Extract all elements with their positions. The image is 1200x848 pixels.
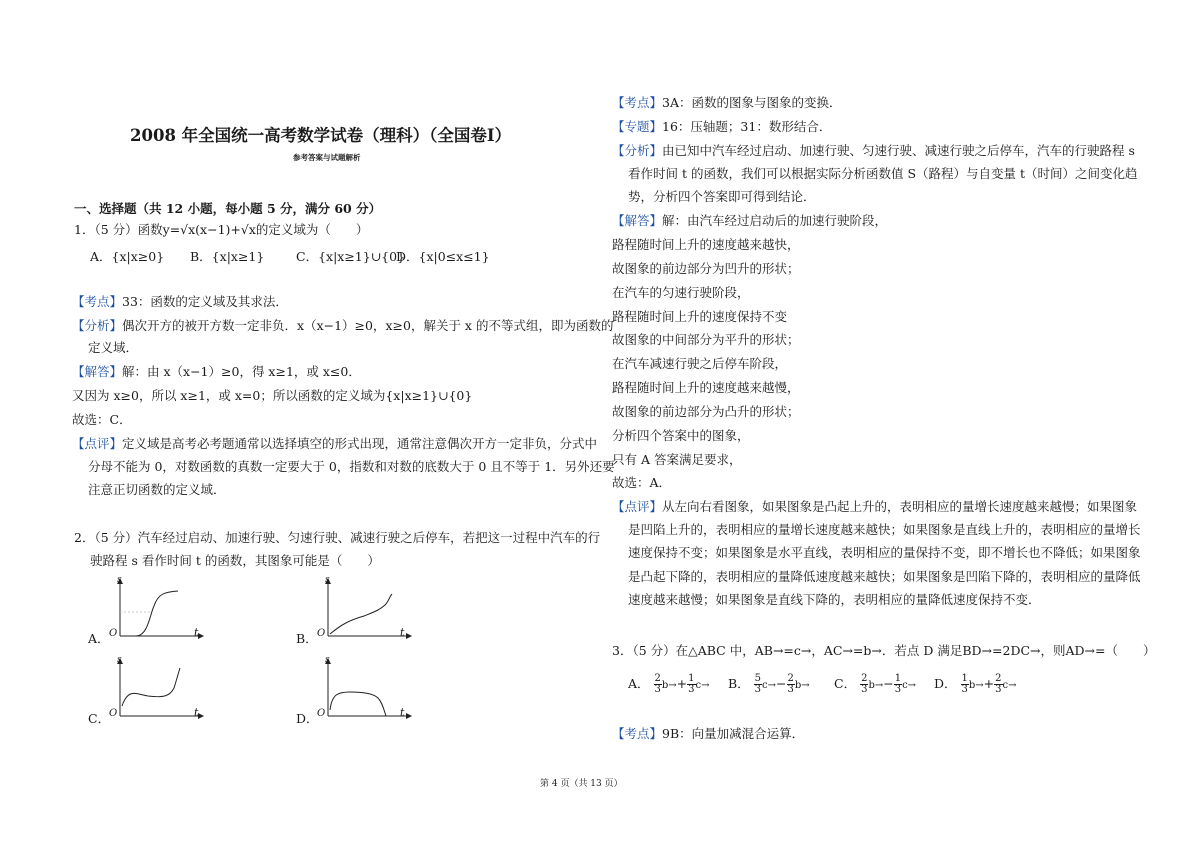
q2-dianping-text-1: 从左向右看图象，如果图象是凸起上升的，表明相应的量增长速度越来越慢；如果图象: [662, 499, 1138, 514]
q3-option-d-frac-1: $\frac{1}{3}$: [961, 673, 968, 695]
q2-graph-b-s: s: [325, 575, 330, 585]
q2-graph-b-t: t: [400, 626, 405, 639]
q3-option-d-frac-2: $\frac{2}{3}$: [995, 673, 1002, 695]
q1-jieda-line-2: 又因为 x≥0，所以 x≥1，或 x=0；所以函数的定义域为{x|x≥1}∪{0}: [72, 388, 473, 403]
q2-fenxi-text-1: 由已知中汽车经过启动、加速行驶、匀速行驶、减速行驶之后停车，汽车的行驶路程 s: [662, 143, 1135, 158]
q2-jieda-line-10: 分析四个答案中的图象，: [612, 428, 750, 443]
q2-graph-a-o: O: [109, 628, 118, 639]
q2-dianping-line-3: 速度保持不变；如果图象是水平直线，表明相应的量保持不变，即不增长也不降低；如果图象: [628, 545, 1141, 560]
q2-graph-b-label: B．: [296, 631, 318, 646]
q2-kaodian-tag: 【考点】: [612, 95, 663, 110]
section-heading: 一、选择题（共 12 小题，每小题 5 分，满分 60 分）: [74, 201, 382, 216]
q3-kaodian: [612, 726, 804, 742]
q2-dianping-tag: 【点评】: [612, 499, 663, 514]
q2-dianping-line-2: 是凹陷上升的，表明相应的量增长速度越来越快；如果图象是直线上升的，表明相应的量增长: [628, 522, 1141, 537]
q2-jieda-line-3: 故图象的前边部分为凹升的形状；: [612, 261, 800, 276]
q2-graph-d-o: O: [317, 708, 326, 719]
q2-zhuanti: [612, 119, 831, 135]
q1-kaodian: [72, 294, 288, 310]
q2-dianping-line-5: 速度越来越慢；如果图象是直线下降的，表明相应的量降低速度保持不变．: [628, 592, 1041, 607]
q3-option-b-label: B．: [728, 676, 750, 691]
q1-jieda-line-3: 故选：C．: [72, 412, 132, 427]
q2-graph-a-t: t: [194, 626, 199, 639]
q2-jieda-tag: 【解答】: [612, 213, 663, 228]
q1-kaodian-tag: 【考点】: [72, 294, 123, 309]
page-footer: 第 4 页（共 13 页）: [540, 779, 623, 789]
q2-stem-line-2: 驶路程 s 看作时间 t 的函数，其图象可能是（ ）: [90, 553, 380, 568]
q1-option-b: B．{x|x≥1}: [190, 249, 265, 264]
q2-graph-c-t: t: [194, 706, 199, 719]
q1-dianping-line-2: 分母不能为 0，对数函数的真数一定要大于 0，指数和对数的底数大于 0 且不等于 1．另外还要: [88, 459, 615, 474]
q2-jieda-line-2: 路程随时间上升的速度越来越快，: [612, 237, 800, 252]
q2-kaodian: [612, 95, 842, 111]
page-title: 2008 年全国统一高考数学试卷（理科）（全国卷Ⅰ）: [130, 126, 512, 145]
q2-dianping-line-4: 是凸起下降的，表明相应的量降低速度越来越快；如果图象是凹陷下降的，表明相应的量降低: [628, 569, 1141, 584]
q2-dianping: [612, 499, 1137, 515]
q1-jieda: [72, 364, 361, 380]
q2-jieda-line-6: 故图象的中间部分为平升的形状；: [612, 332, 800, 347]
q3-option-a-frac-2: $\frac{1}{3}$: [688, 673, 695, 695]
q1-dianping-line-3: 注意正切函数的定义域．: [88, 482, 226, 497]
q3-option-a-label: A．: [628, 676, 650, 691]
q2-graph-a-s: s: [117, 575, 122, 585]
q2-graph-d-t: t: [400, 706, 405, 719]
q2-graph-c-label: C．: [88, 711, 111, 726]
q2-graph-d-s: s: [325, 655, 330, 665]
q2-graph-c-o: O: [109, 708, 118, 719]
q3-option-b-frac-1: $\frac{5}{3}$: [754, 673, 762, 695]
q2-jieda-text-1: 解：由汽车经过启动后的加速行驶阶段，: [662, 213, 888, 228]
q2-fenxi-line-3: 势，分析四个答案即可得到结论．: [628, 189, 816, 204]
q3-kaodian-tag: 【考点】: [612, 726, 663, 741]
q1-option-a: A．{x|x≥0}: [90, 249, 165, 264]
q2-zhuanti-tag: 【专题】: [612, 119, 663, 134]
q3-option-d: D． $\frac{1}{3}$ b→+ $\frac{2}{3}$ c→: [934, 673, 1017, 695]
q2-graph-c: [108, 654, 208, 726]
q2-stem-line-1: 2．（5 分）汽车经过启动、加速行驶、匀速行驶、减速行驶之后停车，若把这一过程中汽车的行: [74, 530, 601, 545]
q1-jieda-text-1: 解：由 x（x−1）≥0，得 x≥1，或 x≤0．: [122, 364, 361, 379]
q2-graph-b-o: O: [317, 628, 326, 639]
q2-kaodian-text: 3A：函数的图象与图象的变换．: [662, 95, 842, 110]
q3-option-b: B． $\frac{5}{3}$ c→− $\frac{2}{3}$ b→: [728, 673, 810, 695]
q1-fenxi: [72, 318, 613, 334]
q1-dianping-text-1: 定义域是高考必考题通常以选择填空的形式出现，通常注意偶次开方一定非负，分式中: [122, 436, 598, 451]
q2-fenxi-tag: 【分析】: [612, 143, 663, 158]
q2-graph-a: [108, 574, 208, 646]
q1-option-c: C．{x|x≥1}∪{0}: [296, 249, 406, 264]
q1-fenxi-tag: 【分析】: [72, 318, 123, 333]
q1-stem: 1．（5 分）函数y=√x(x−1)+√x的定义域为（ ）: [74, 222, 369, 237]
q2-jieda-line-8: 路程随时间上升的速度越来越慢，: [612, 380, 800, 395]
q2-zhuanti-text: 16：压轴题；31：数形结合．: [662, 119, 832, 134]
q2-jieda-line-11: 只有 A 答案满足要求，: [612, 452, 742, 467]
q2-graph-d-label: D．: [296, 711, 319, 726]
q3-option-d-label: D．: [934, 676, 957, 691]
q2-jieda-line-7: 在汽车减速行驶之后停车阶段，: [612, 356, 788, 371]
q2-jieda-line-5: 路程随时间上升的速度保持不变: [612, 309, 788, 324]
page-subtitle: 参考答案与试题解析: [293, 153, 361, 162]
q3-stem: 3．（5 分）在△ABC 中，AB→=c→，AC→=b→．若点 D 满足BD→=2DC→，则AD→=（ ）: [612, 643, 1156, 658]
q1-jieda-tag: 【解答】: [72, 364, 123, 379]
q1-fenxi-text-1: 偶次开方的被开方数一定非负．x（x−1）≥0，x≥0，解关于 x 的不等式组，即为函数的: [122, 318, 614, 333]
q3-option-c: C． $\frac{2}{3}$ b→− $\frac{1}{3}$ c→: [834, 673, 917, 695]
q3-option-c-frac-1: $\frac{2}{3}$: [861, 673, 868, 695]
q1-dianping-tag: 【点评】: [72, 436, 123, 451]
q3-option-c-frac-2: $\frac{1}{3}$: [894, 673, 902, 695]
q2-jieda-line-9: 故图象的前边部分为凸升的形状；: [612, 404, 800, 419]
q2-fenxi-line-2: 看作时间 t 的函数，我们可以根据实际分析函数值 S（路程）与自变量 t（时间）之间变化趋: [628, 166, 1138, 181]
q1-kaodian-text: 33：函数的定义域及其求法．: [122, 294, 288, 309]
q3-option-a: A． $\frac{2}{3}$ b→+ $\frac{1}{3}$ c→: [628, 673, 710, 695]
q2-graph-c-s: s: [117, 655, 122, 665]
q1-option-d: D．{x|0≤x≤1}: [396, 249, 490, 264]
q1-fenxi-line-2: 定义域．: [88, 340, 139, 355]
q3-option-a-frac-1: $\frac{2}{3}$: [654, 673, 661, 695]
q2-jieda-line-12: 故选：A．: [612, 475, 672, 490]
q2-jieda: [612, 213, 887, 229]
q2-graph-a-label: A．: [88, 631, 110, 646]
q3-option-b-frac-2: $\frac{2}{3}$: [787, 673, 794, 695]
q3-option-c-label: C．: [834, 676, 857, 691]
q1-dianping: [72, 436, 597, 452]
q2-jieda-line-4: 在汽车的匀速行驶阶段，: [612, 285, 750, 300]
q2-fenxi: [612, 143, 1135, 159]
q3-kaodian-text: 9B：向量加减混合运算．: [662, 726, 805, 741]
